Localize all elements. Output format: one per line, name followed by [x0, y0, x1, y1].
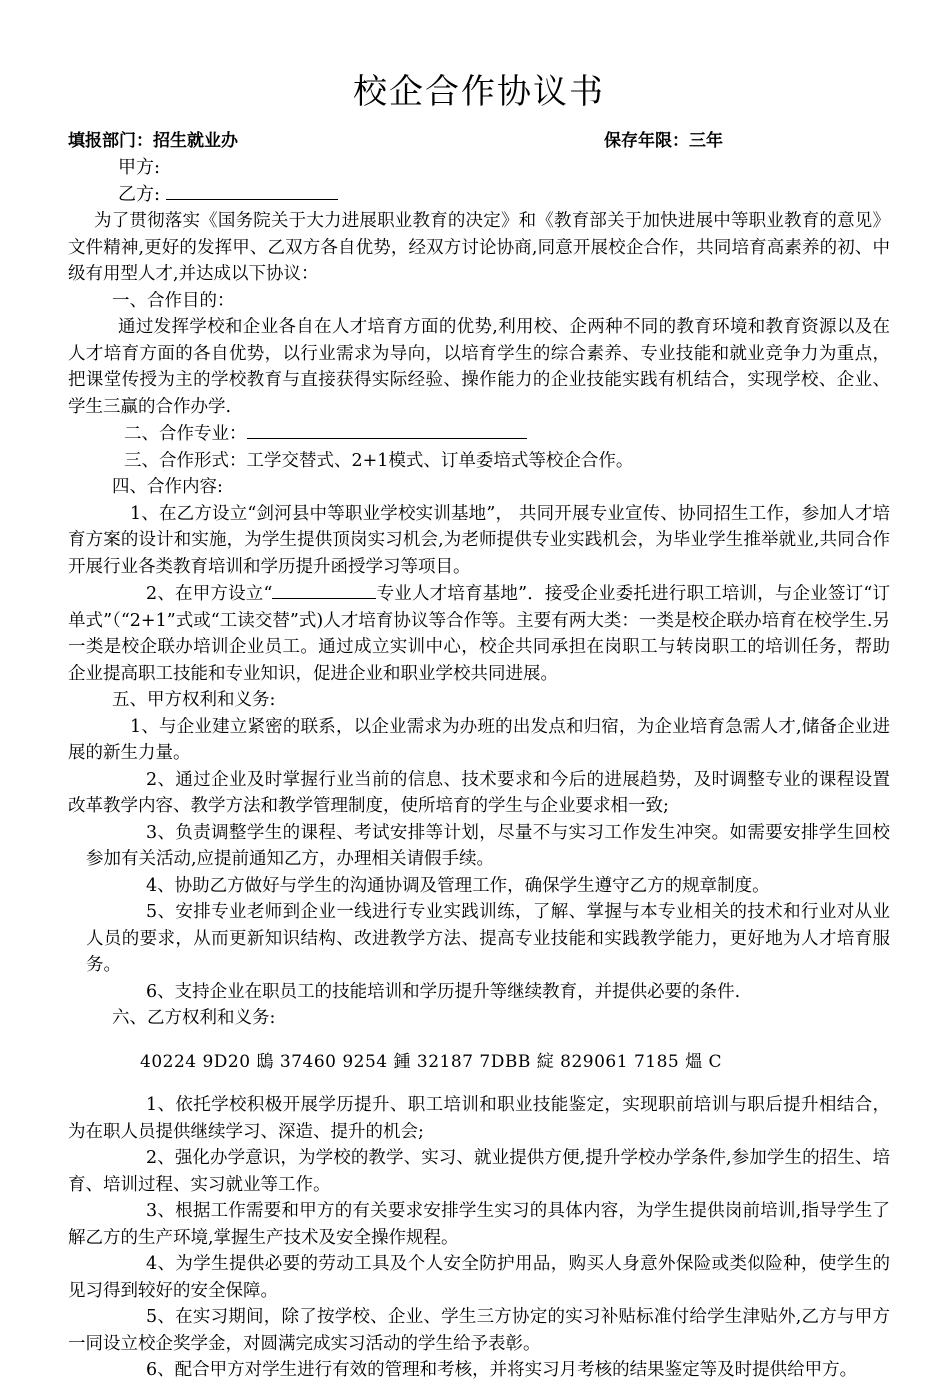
- agreement-page: [68, 70, 890, 1384]
- section-4-item-2: [68, 580, 890, 687]
- section-1-heading: 一、合作目的：: [112, 290, 235, 311]
- section-5-heading: 五、甲方权利和义务:: [112, 690, 276, 710]
- section-5-item-1: 1、与企业建立紧密的联系，以企业需求为办班的出发点和归宿，为企业培育急需人才,储备企业进展的新生力量。: [68, 716, 890, 763]
- meta-row: [68, 128, 890, 154]
- section-6-code-line: 40224 9D20 鴟 37460 9254 鍾 32187 7DBB 綻 829061 7185 熅 C: [140, 1051, 723, 1072]
- section-4-heading: 四、合作内容:: [112, 477, 223, 497]
- section-6-item-6: 6、配合甲方对学生进行有效的管理和考核，并将实习月考核的结果鉴定等及时提供给甲方。: [146, 1360, 858, 1380]
- party-b-blank: [166, 181, 338, 200]
- section-6-item-5: 5、在实习期间，除了按学校、企业、学生三方协定的实习补贴标准付给学生津贴外,乙方与甲方一同设立校企奖学金，对圆满完成实习活动的学生给予表彰。: [68, 1307, 890, 1354]
- section-2-heading: 二、合作专业：: [124, 424, 247, 444]
- section-5-item-4: 4、协助乙方做好与学生的沟通协调及管理工作，确保学生遵守乙方的规章制度。: [146, 875, 770, 896]
- section-4-item-1: 1、在乙方设立“剑河县中等职业学校实训基地”， 共同开展专业宣传、协同招生工作，参加人才培育方案的设计和实施，为学生提供顶岗实习机会,为老师提供专业实践机会，为毕业学生推举就业,共同合作开展行业各类教育培训和学历提升函授学习等项目。: [68, 503, 890, 577]
- section-3-body: 工学交替式、2+1模式、订单委培式等校企合作。: [246, 450, 634, 471]
- document-title: 校企合作协议书: [353, 72, 605, 112]
- section-6-item-4: 4、为学生提供必要的劳动工具及个人安全防护用品，购买人身意外保险或类似险种，使学生的见习得到较好的安全保障。: [68, 1254, 890, 1301]
- section-5-item-6: 6、支持企业在职员工的技能培训和学历提升等继续教育，并提供必要的条件.: [146, 981, 741, 1002]
- section-6-heading: 六、乙方权利和义务:: [112, 1008, 276, 1028]
- section-6-item-2: 2、强化办学意识，为学校的教学、实习、就业提供方便,提升学校办学条件,参加学生的招生、培育、培训过程、实习就业等工作。: [68, 1148, 890, 1195]
- party-b-line: [68, 181, 890, 208]
- section-2-line: [68, 420, 890, 448]
- section-1-body: 通过发挥学校和企业各自在人才培育方面的优势,利用校、企两种不同的教育环境和教育资源以及在人才培育方面的各自优势，以行业需求为导向，以培育学生的综合素养、专业技能和就业竞争力为重点，把课堂传授为主的学校教育与直接获得实际经验、操作能力的企业技能实践有机结合，实现学校、企业、学生三赢的合作办学.: [68, 317, 890, 417]
- section-3-line: [68, 448, 890, 475]
- party-a-line: [68, 154, 890, 181]
- section-4-item-2-start: 2、在甲方设立“: [146, 584, 273, 604]
- department-label: 填报部门：招生就业办: [68, 131, 238, 151]
- section-5-item-5: 5、安排专业老师到企业一线进行专业实践训练，了解、掌握与本专业相关的技术和行业对从业人员的要求，从而更新知识结构、改进教学方法、提高专业技能和实践教学能力，更好地为人才培育服务。: [86, 902, 890, 975]
- party-b-label: 乙方:: [118, 184, 161, 205]
- section-2-blank: [247, 420, 527, 439]
- party-a-label: 甲方:: [118, 157, 161, 178]
- section-3-heading: 三、合作形式：: [124, 450, 247, 471]
- section-4-item-2-rest: 专业人才培育基地”．接受企业委托进行职工培训，与企业签订“订单式”（“2+1”式或“工读交替”式)人才培育协议等合作等。主要有两大类：一类是校企联办培育在校学生.另一类是校企联办培训企业员工。通过成立实训中心，校企共同承担在岗职工与转岗职工的培训任务，帮助企业提高职工技能和专业知识，促进企业和职业学校共同进展。: [68, 584, 890, 684]
- section-4-item-2-blank: [272, 580, 376, 599]
- section-6-item-1: 1、依托学校积极开展学历提升、职工培训和职业技能鉴定，实现职前培训与职后提升相结合，为在职人员提供继续学习、深造、提升的机会;: [68, 1095, 890, 1142]
- section-5-item-2: 2、通过企业及时掌握行业当前的信息、技术要求和今后的进展趋势，及时调整专业的课程设置改革教学内容、教学方法和教学管理制度，使所培育的学生与企业要求相一致;: [68, 769, 890, 816]
- retention-label: 保存年限：三年: [604, 131, 723, 151]
- section-6-item-3: 3、根据工作需要和甲方的有关要求安排学生实习的具体内容，为学生提供岗前培训,指导学生了解乙方的生产环境,掌握生产技术及安全操作规程。: [68, 1201, 890, 1248]
- intro-paragraph: 为了贯彻落实《国务院关于大力进展职业教育的决定》和《教育部关于加快进展中等职业教育的意见》文件精神,更好的发挥甲、乙双方各自优势，经双方讨论协商,同意开展校企合作，共同培育高素养的初、中级有用型人才,并达成以下协议：: [68, 211, 890, 284]
- section-5-item-3: 3、负责调整学生的课程、考试安排等计划，尽量不与实习工作发生冲突。如需要安排学生回校参加有关活动,应提前通知乙方，办理相关请假手续。: [86, 822, 890, 869]
